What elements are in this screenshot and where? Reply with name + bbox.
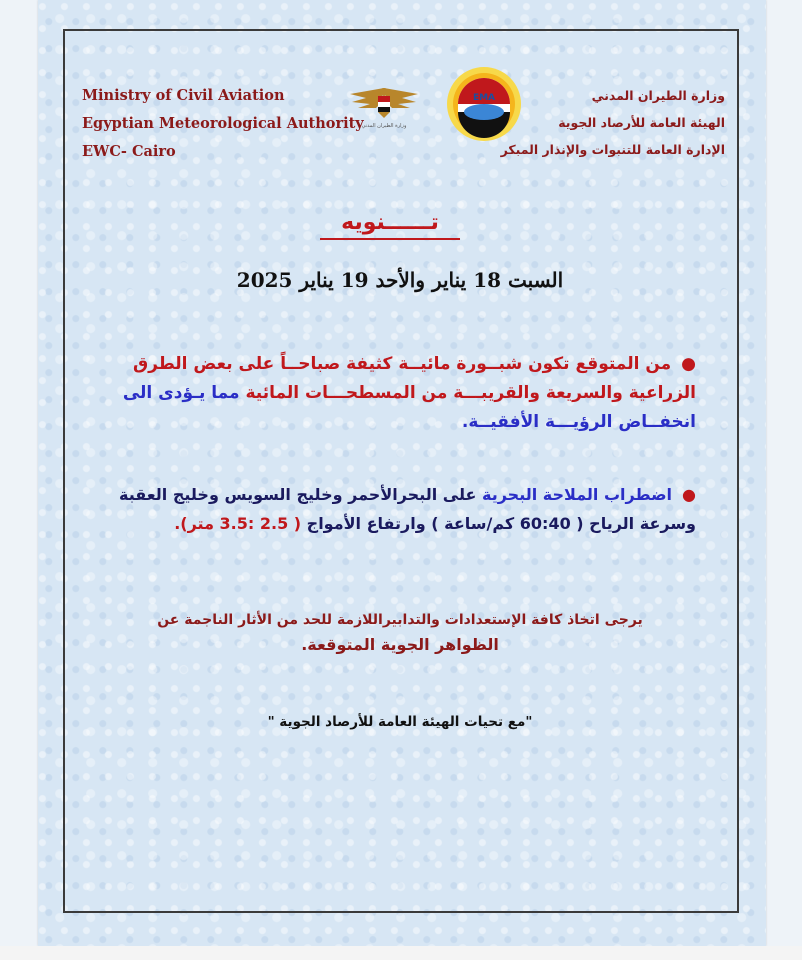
ministry-name-en: Ministry of Civil Aviation: [82, 87, 285, 104]
bullet-fog-line-1: [100, 350, 696, 379]
marine-text-2: على البحرالأحمر وخليج السويس وخليج العقبة: [118, 485, 483, 504]
ema-logo-text: EMA: [472, 93, 496, 103]
fog-text-4: انخفــاض الرؤيـــة الأفقيــة.: [461, 412, 696, 432]
marine-text-3: وسرعة الرياح ( 60:40 كم/ساعة ) وارتفاع الأمواج: [306, 514, 696, 533]
eagle-emblem-icon: [346, 80, 422, 134]
greeting-line: "مع تحيات الهيئة العامة للأرصاد الجوية ": [267, 714, 533, 730]
ministry-name-ar: وزارة الطيران المدني: [591, 88, 725, 103]
bullet-marine: [100, 480, 696, 538]
center-name-ar: الإدارة العامة للتنبوات والإنذار المبكر: [500, 142, 725, 157]
advice-line-2: الظواهر الجوية المتوقعة.: [301, 635, 499, 654]
fog-text-3: مما يـؤدى الى: [122, 383, 246, 403]
eagle-caption: وزارة الطيران المدني: [361, 123, 407, 129]
advice-line-1: يرجى اتخاذ كافة الإستعدادات والتدابيراللازمة للحد من الأثار الناجمة عن: [157, 612, 643, 628]
authority-name-en: Egyptian Meteorological Authority: [82, 115, 364, 132]
marine-text-1: اضطراب الملاحة البحرية: [482, 485, 673, 504]
fog-text-1: من المتوقع تكون شبــورة مائيــة كثيفة صباحــاً على بعض الطرق: [132, 354, 672, 374]
bullet-fog-line-2: [100, 379, 696, 408]
bullet-dot-icon: ●: [681, 354, 696, 374]
bullet-fog-line-3: [100, 408, 696, 437]
notice-title: تــــــنويه: [320, 208, 460, 240]
notice-date: السبت 18 يناير والأحد 19 يناير 2025: [236, 268, 564, 292]
center-name-en: EWC- Cairo: [82, 143, 176, 160]
fog-text-2: الزراعية والسريعة والقريبـــة من المسطحـــات المائية: [245, 383, 696, 403]
advice-paragraph: [140, 608, 660, 658]
marine-text-4: ( 2.5 :3.5 متر).: [174, 514, 307, 533]
bullet-fog: [100, 350, 696, 437]
english-header: [82, 82, 364, 166]
bullet-marine-line-2: [100, 509, 696, 538]
bullet-marine-line-1: [100, 480, 696, 509]
page-bottom-strip: [0, 946, 802, 960]
authority-name-ar: الهيئة العامة للأرصاد الجوية: [558, 115, 725, 130]
arabic-header: [501, 82, 725, 163]
bullet-dot-icon: ●: [682, 485, 696, 504]
